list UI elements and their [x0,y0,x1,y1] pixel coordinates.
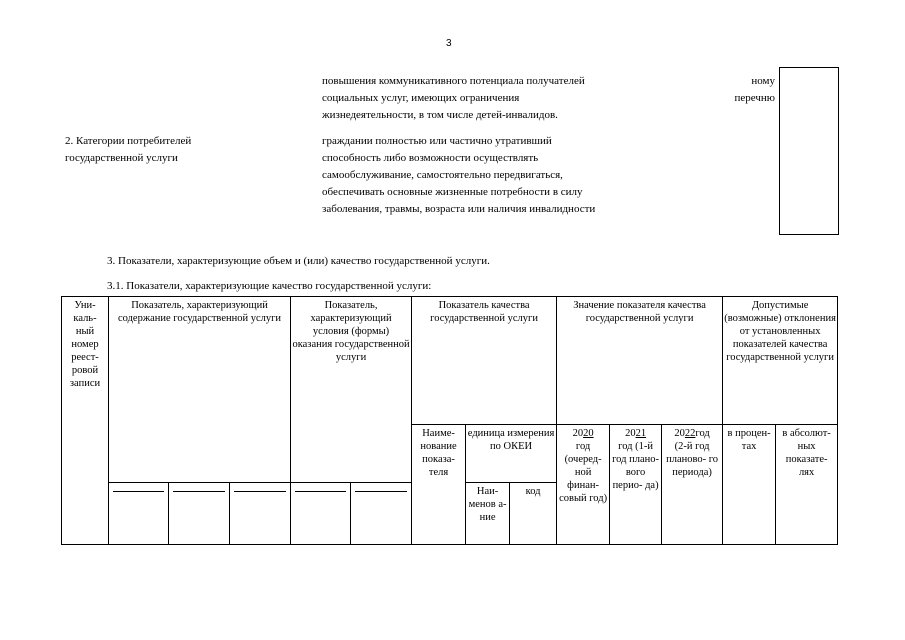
header-year-2020 [557,425,610,545]
continuation-text [322,73,585,124]
fill-line [113,491,164,492]
year-2020-suffix: 20 [583,428,594,439]
section2-label-line: 2. Категории потребителей [65,135,192,147]
page-number: 3 [446,38,452,49]
year-2021-suffix: 21 [635,428,647,439]
section2-label-line: государственной услуги [65,152,178,164]
section2-value-line: обеспечивать основные жизненные потребности в силу [322,186,583,198]
year-2021-caption: год (1-й год плано- вого перио- да) [612,441,659,491]
section2-value-line: заболевания, травмы, возраста или наличия инвалидности [322,203,596,215]
header-unit-code: код [510,483,557,545]
conditions-subcell [351,483,412,545]
content-subcell [169,483,230,545]
year-2020-prefix: 20 [572,428,584,439]
section2-label [65,133,191,167]
header-deviation-percent: в процен- тах [723,425,776,545]
section2-value-line: самообслуживание, самостоятельно передвигаться, [322,169,563,181]
fill-line [355,491,407,492]
header-year-2021 [610,425,662,545]
content-cell-blank [230,425,291,483]
year-2022-prefix: 20 [674,428,685,439]
year-2022-caption: (2-й год планово- го периода) [666,441,719,478]
section2-value [322,133,595,218]
content-subcell [109,483,169,545]
header-indicator-value: Значение показателя качества государственной услуги [557,297,723,425]
header-quality-indicator: Показатель качества государственной услуги [412,297,557,425]
section31-heading: 3.1. Показатели, характеризующие качество государственной услуги: [107,280,432,292]
year-2022-word: год [695,428,710,439]
section2-value-line: способность либо возможности осуществлять [322,152,539,164]
content-subcell [230,483,291,545]
year-2022-suffix: 22 [684,428,696,439]
header-allowed-deviation: Допустимые (возможные) отклонения от установленных показателей качества государственной услуги [723,297,838,425]
continuation-line: жизнедеятельности, в том числе детей-инвалидов. [322,109,558,121]
continuation-line: социальных услуг, имеющих ограничения [322,92,520,104]
section3-heading: 3. Показатели, характеризующие объем и (или) качество государственной услуги. [107,255,490,267]
fill-line [173,491,225,492]
year-2021-prefix: 20 [625,428,636,439]
conditions-cell-blank [291,425,351,483]
header-indicator-name: Наиме- нование показа- теля [412,425,466,545]
header-unit-okei: единица измерения по ОКЕИ [466,425,557,483]
header-year-2022 [662,425,723,545]
content-cell-blank [169,425,230,483]
year-2020-caption: год (очеред- ной финан- совый год) [559,441,608,504]
right-continuation [700,73,775,107]
header-unique-number: Уни- каль- ный номер реест- ровой записи [62,297,109,545]
conditions-cell-blank [351,425,412,483]
header-unit-name: Наи- менов а-ние [466,483,510,545]
header-deviation-absolute: в абсолют- ных показате- лях [776,425,838,545]
conditions-subcell [291,483,351,545]
continuation-line: повышения коммуникативного потенциала получателей [322,75,585,87]
right-line: ному [751,75,775,87]
fill-line [234,491,286,492]
header-conditions-indicator: Показатель, характеризующий условия (формы) оказания государственной услуги [291,297,412,425]
header-content-indicator: Показатель, характеризующий содержание государственной услуги [109,297,291,425]
section2-value-line: граждании полностью или частично утративший [322,135,552,147]
content-cell-blank [109,425,169,483]
quality-indicators-table [61,296,837,544]
fill-line [295,491,346,492]
right-line: перечню [734,92,775,104]
code-box [779,67,839,235]
